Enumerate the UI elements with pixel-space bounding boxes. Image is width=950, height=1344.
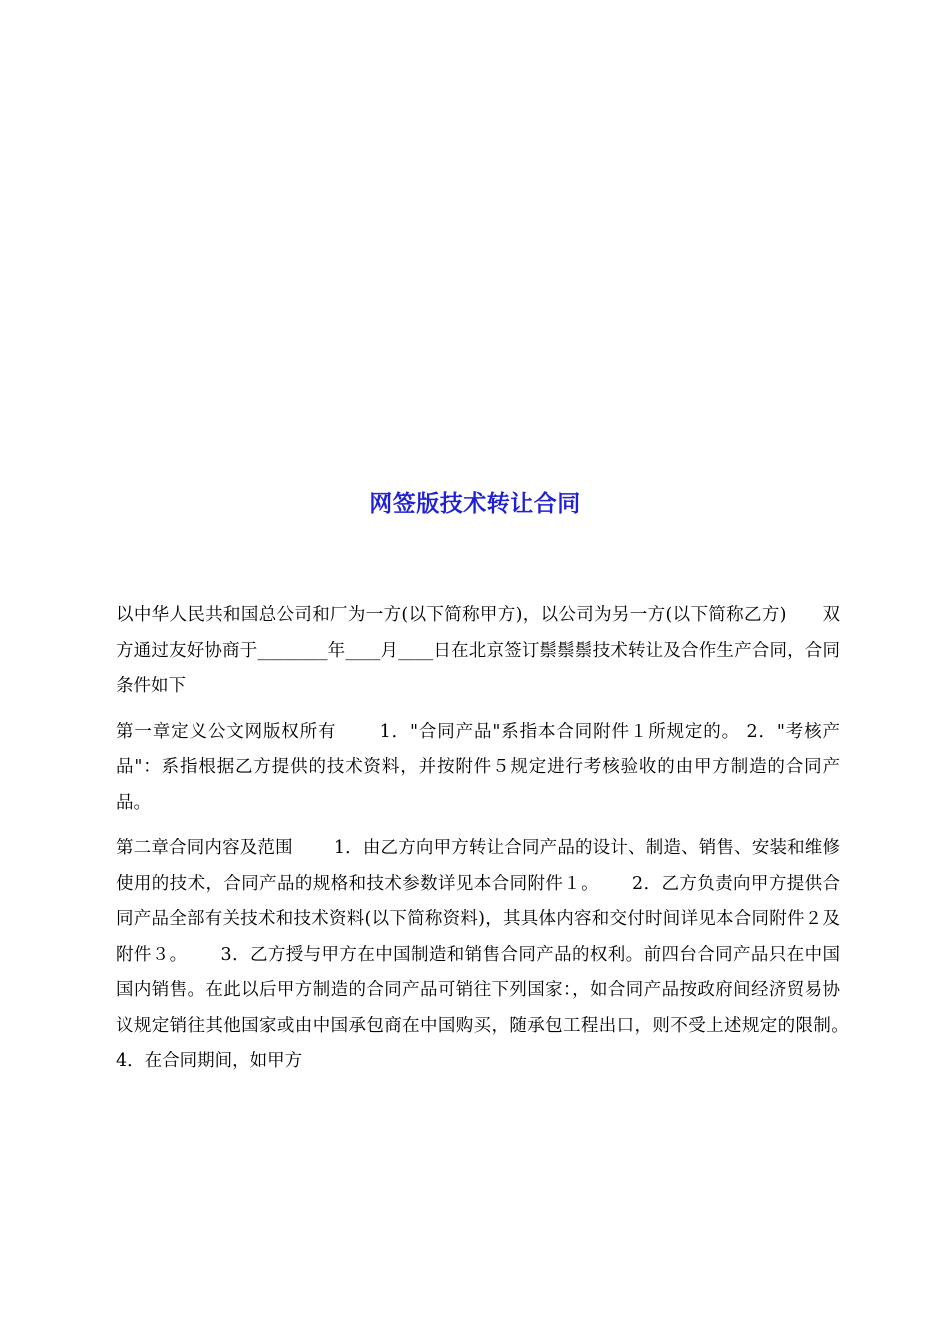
paragraph-chapter-1-definitions: 第一章定义公文网版权所有 1．"合同产品"系指本合同附件１所规定的。 2．"考核产品"：系指根据乙方提供的技术资料，并按附件５规定进行考核验收的由甲方制造的合同产品。 bbox=[116, 721, 840, 813]
paragraph-chapter-2-scope: 第二章合同内容及范围 1．由乙方向甲方转让合同产品的设计、制造、销售、安装和维修使用的技术，合同产品的规格和技术参数详见本合同附件１。 2．乙方负责向甲方提供合同产品全部有关技术和技术资料(以下简称资料)，其具体内容和交付时间详见本合同附件２及附件３。 3．乙方授与甲方在中国制造和销售合同产品的权利。前四台合同产品只在中国国内销售。在此以后甲方制造的合同产品可销往下列国家：，如合同产品按政府间经济贸易协议规定销往其他国家或由中国承包商在中国购买，随承包工程出口，则不受上述规定的限制。 4．在合同期间，如甲方 bbox=[116, 838, 881, 1071]
paragraph-preamble: 以中华人民共和国总公司和厂为一方(以下简称甲方)，以公司为另一方(以下简称乙方) 双方通过友好协商于________年____月____日在北京签订鬃鬃鬃技术转让及合作生产合同，合同条件如下 bbox=[116, 605, 840, 696]
document-title: 网签版技术转让合同 bbox=[369, 491, 581, 517]
document-body bbox=[116, 598, 881, 1090]
